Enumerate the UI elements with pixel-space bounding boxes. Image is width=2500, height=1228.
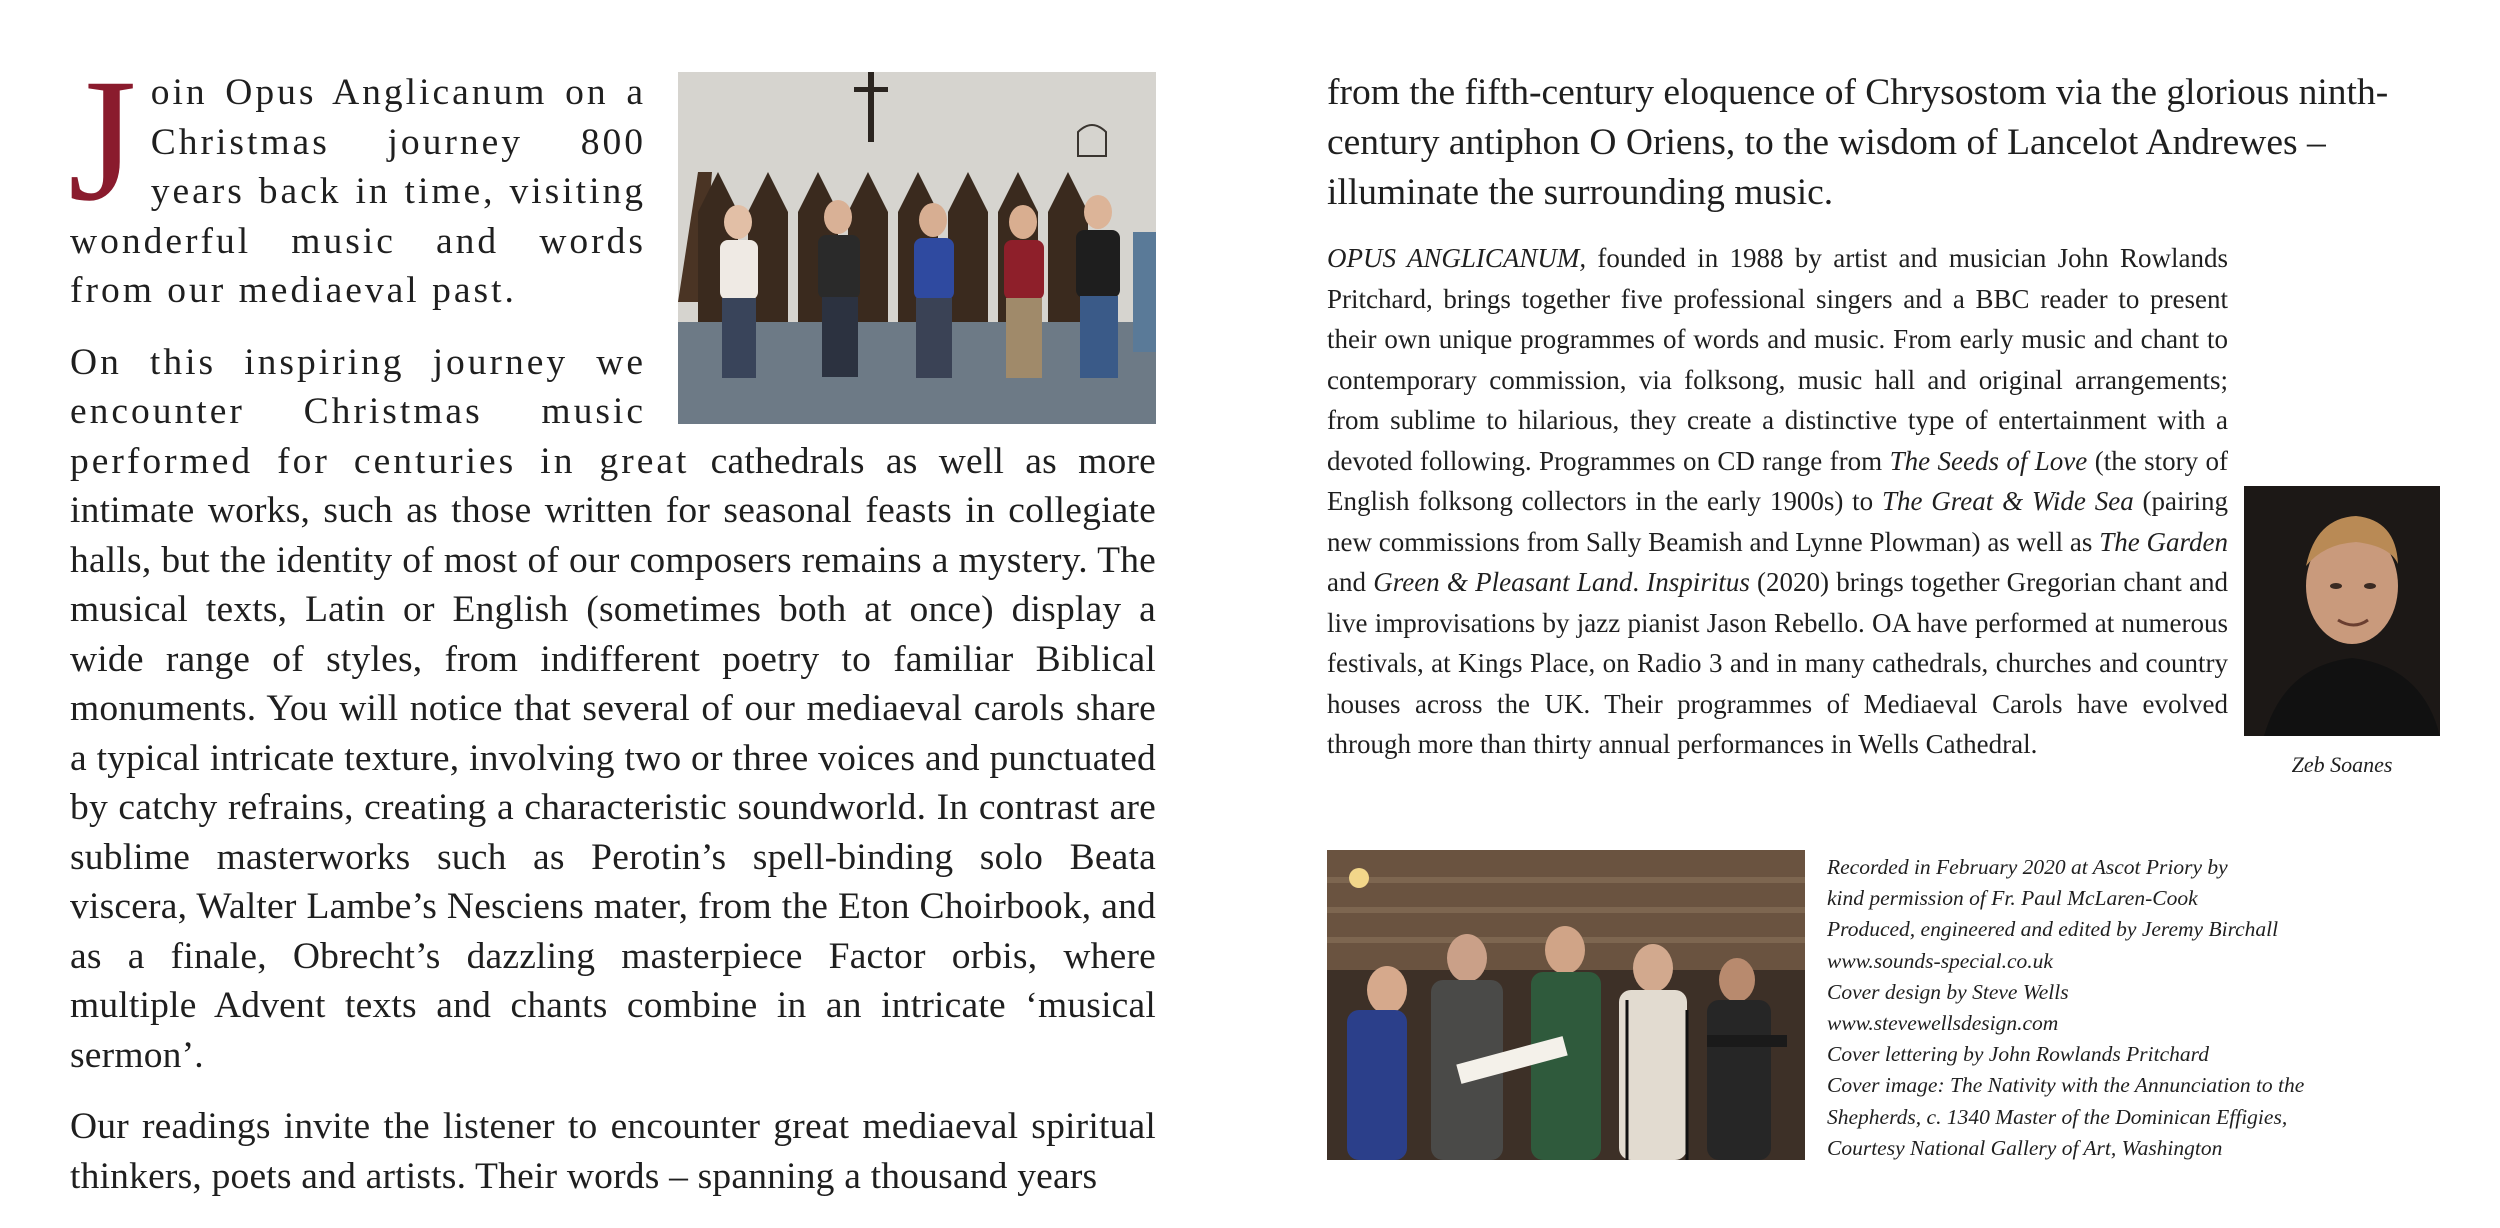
credit-line: Recorded in February 2020 at Ascot Priory by xyxy=(1827,855,2228,879)
photo-caption: Zeb Soanes xyxy=(2291,752,2393,777)
album-title-green-pleasant: Green & Pleasant Land xyxy=(1373,567,1633,597)
album-title-great-wide-sea: The Great & Wide Sea xyxy=(1881,486,2134,516)
journey-lead-text: On this inspiring journey we encounter Christmas music performed for centuries in great xyxy=(70,341,690,482)
credit-line: Cover design by Steve Wells xyxy=(1827,979,2069,1004)
credit-line: Cover image: The Nativity with the Annunciation to the xyxy=(1827,1073,2305,1098)
credit-line: Shepherds, c. 1340 Master of the Dominican Effigies, xyxy=(1827,1104,2288,1129)
journey-rest-text: cathedrals as well as more intimate works, such as those written for seasonal feasts in collegiate halls, but the identity of most of our composers remains a mystery. The musical texts, Latin or English (sometimes both at once) display a wide range of styles, from indifferent poetry to familiar Biblical monuments. You will notice that several of our mediaeval carols share a typical intricate texture, involving two or three voices and punctuated by catchy refrains, creating a characteristic soundworld. In contrast are sublime masterworks such as Perotin’s spell-binding solo Beata viscera, Walter Lambe’s Nesciens mater, from the Eton Choirbook, and as a finale, Obrecht’s dazzling masterpiece Factor orbis, where multiple Advent texts and chants combine in an intricate ‘musical sermon’. xyxy=(70,440,1156,1076)
readings-paragraph: Our readings invite the listener to encounter great mediaeval spiritual thinkers, poets and artists. Their words – spanning a thousand years xyxy=(70,1106,1156,1197)
right-column xyxy=(1327,68,2440,778)
choir-singing-photo xyxy=(1327,850,1805,1160)
journey-paragraph xyxy=(70,338,1156,1081)
zeb-soanes-photo xyxy=(2244,486,2440,736)
bio-text-2: (the story of English folksong collectors in the early 1900s) to xyxy=(1327,445,2229,516)
album-title-inspiritus: Inspiritus xyxy=(1646,567,1750,597)
credit-line: Courtesy National Gallery of Art, Washington xyxy=(1827,1135,2223,1160)
bio-text-4: and xyxy=(1327,567,1374,597)
album-title-seeds: The Seeds of Love xyxy=(1889,445,2088,476)
singers-on-bench-photo xyxy=(678,72,1156,424)
credit-line: www.sounds-special.co.uk xyxy=(1827,948,2053,973)
credit-line: www.stevewellsdesign.com xyxy=(1827,1011,2059,1036)
intro-text: oin Opus Anglicanum on a Christmas journey 800 years back in time, visiting wonderful music and words from our mediaeval past. xyxy=(70,72,646,311)
zeb-soanes-figure xyxy=(2244,486,2440,778)
credits-list xyxy=(1827,852,2440,1164)
credit-line: Cover lettering by John Rowlands Pritchard xyxy=(1827,1042,2209,1067)
bio-text-3: (pairing new commissions from Sally Beamish and Lynne Plowman) as well as xyxy=(1327,486,2228,557)
credit-line: Produced, engineered and edited by Jeremy Birchall xyxy=(1827,917,2279,942)
left-column xyxy=(68,43,1156,1223)
bio-text-1: founded in 1988 by artist and musician John Rowlands Pritchard, brings together five professional singers and a BBC reader to present their own unique programmes of words and music. From early music and chant to contemporary commission, via folksong, music hall and original arrangements; from sublime to hilarious, they create a distinctive type of entertainment with a devoted following. Programmes on CD range from xyxy=(1327,243,2228,476)
right-page xyxy=(1250,0,2500,1228)
dropcap-letter: J xyxy=(68,43,137,238)
ensemble-name: OPUS ANGLICANUM, xyxy=(1327,243,1587,273)
credit-line: kind permission of Fr. Paul McLaren-Cook xyxy=(1827,886,2198,911)
bio-text-5: . xyxy=(1632,567,1647,597)
bio-text-6: (2020) brings together Gregorian chant and live improvisations by jazz pianist Jason Rebello. OA have performed at numerous festivals, at Kings Place, on Radio 3 and in many cathedrals, churches and country houses across the UK. Their programmes of Mediaeval Carols have evolved through more than thirty annual performances in Wells Cathedral. xyxy=(1327,567,2228,759)
continuation-paragraph: from the fifth-century eloquence of Chrysostom via the glorious ninth-century antiphon O Oriens, to the wisdom of Lancelot Andrewes – illuminate the surrounding music. xyxy=(1327,72,2389,213)
album-title-garden: The Garden xyxy=(2099,526,2228,557)
